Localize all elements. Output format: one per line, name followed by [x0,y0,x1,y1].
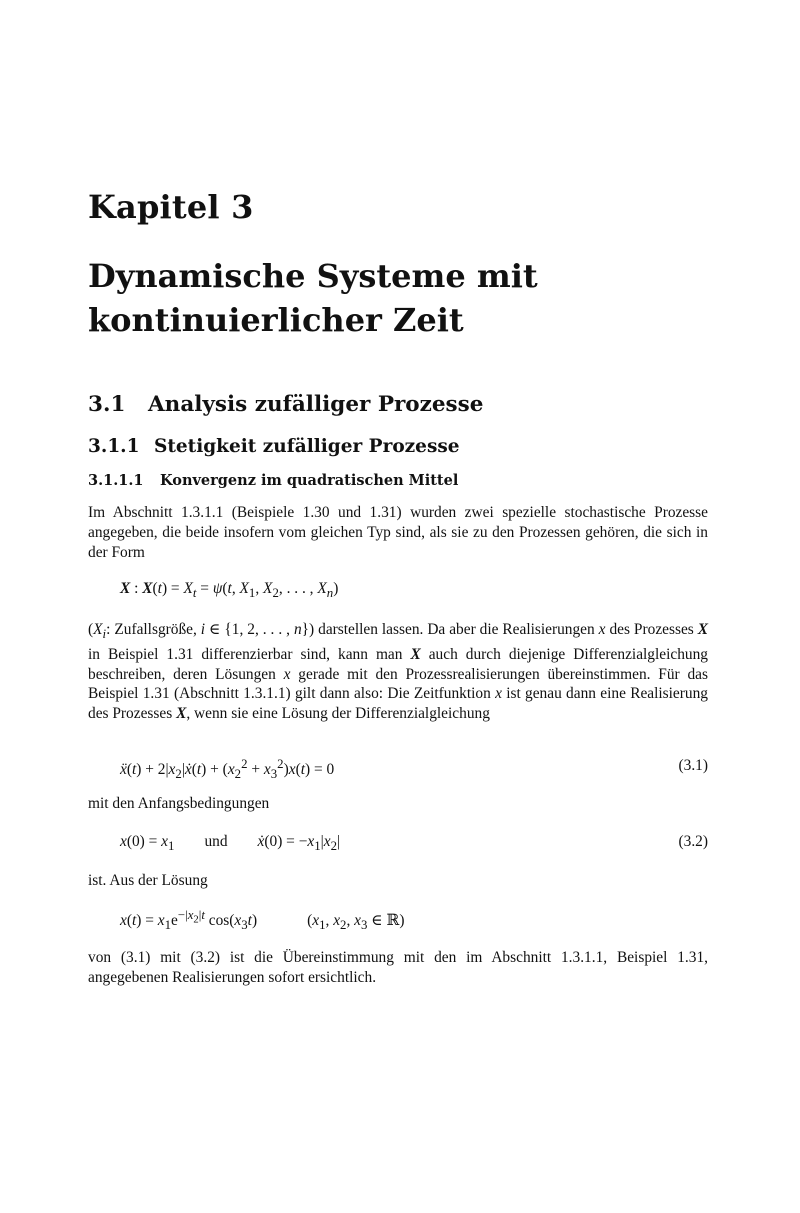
paragraph-initial-conditions: mit den Anfangsbedingungen [88,795,270,812]
chapter-label: Kapitel 3 [88,188,254,226]
equation-und: und [204,833,228,850]
subsection-number: 3.1.1 [88,436,140,457]
subsubsection-title: Konvergenz im quadratischen Mittel [160,472,459,489]
subsubsection-heading [88,472,458,489]
paragraph-realisations: ($X_i$: Zufallsgröße, i ∈ {1, 2, . . . , n}) darstellen lassen. Da aber die Realisierungen x des Prozesses X in Beispiel 1.31 differenzierbar sind, kann man X auch durch diejenige Differenzialgleichung beschreiben, deren Lösungen x gerade mit den Prozessrealisierungen übereinstimmen. Für das Beispiel 1.31 (Abschnitt 1.3.1.1) gilt dann also: Die Zeitfunktion x ist genau dann eine Realisierung des Prozesses X, wenn sie eine Lösung der Differenzialgleichung [88,621,709,723]
paragraph-solution-intro: ist. Aus der Lösung [88,872,208,889]
subsection-heading [88,436,460,457]
section-number: 3.1 [88,392,126,417]
section-title: Analysis zufälliger Prozesse [148,392,484,417]
paragraph-intro: Im Abschnitt 1.3.1.1 (Beispiele 1.30 und 1.31) wurden zwei spezielle stochastische Prozesse angegeben, die beide insofern vom gleichen Typ sind, als sie zu den Prozessen gehören, die sich in der Form [88,504,708,561]
section-heading [88,392,483,417]
equation-3-1: ẍ(t) + $2|x_2|ẋ(t) + (x_2^2 + x_3^2)x(t) = 0$ [120,757,335,782]
equation-solution: $x(t) = x_1e^{-|x_2|t}$ $\cos(x_3t)$ ($x_1$, $x_2$, $x_3$ ∈ ℝ) [120,908,405,933]
paragraph-conclusion: von (3.1) mit (3.2) ist die Übereinstimmung mit den im Abschnitt 1.3.1.1, Beispiel 1.31, angegebenen Realisierungen sofort ersichtlich. [88,949,708,986]
equation-number-3-1: (3.1) [678,757,708,774]
equation-3-2: $x(0) = x_1$ und ẋ(0) = $-x_1|x_2|$ [120,833,341,854]
chapter-title: Dynamische Systeme mit kontinuierlicher Zeit [88,257,538,339]
subsubsection-number: 3.1.1.1 [88,472,144,489]
equation-process-form: X : $X(t) = X_t = \psi(t$, $X_1$, $X_2$, . . . , $X_n$) [120,580,339,601]
subsection-title: Stetigkeit zufälliger Prozesse [154,436,460,457]
equation-number-3-2: (3.2) [678,833,708,850]
